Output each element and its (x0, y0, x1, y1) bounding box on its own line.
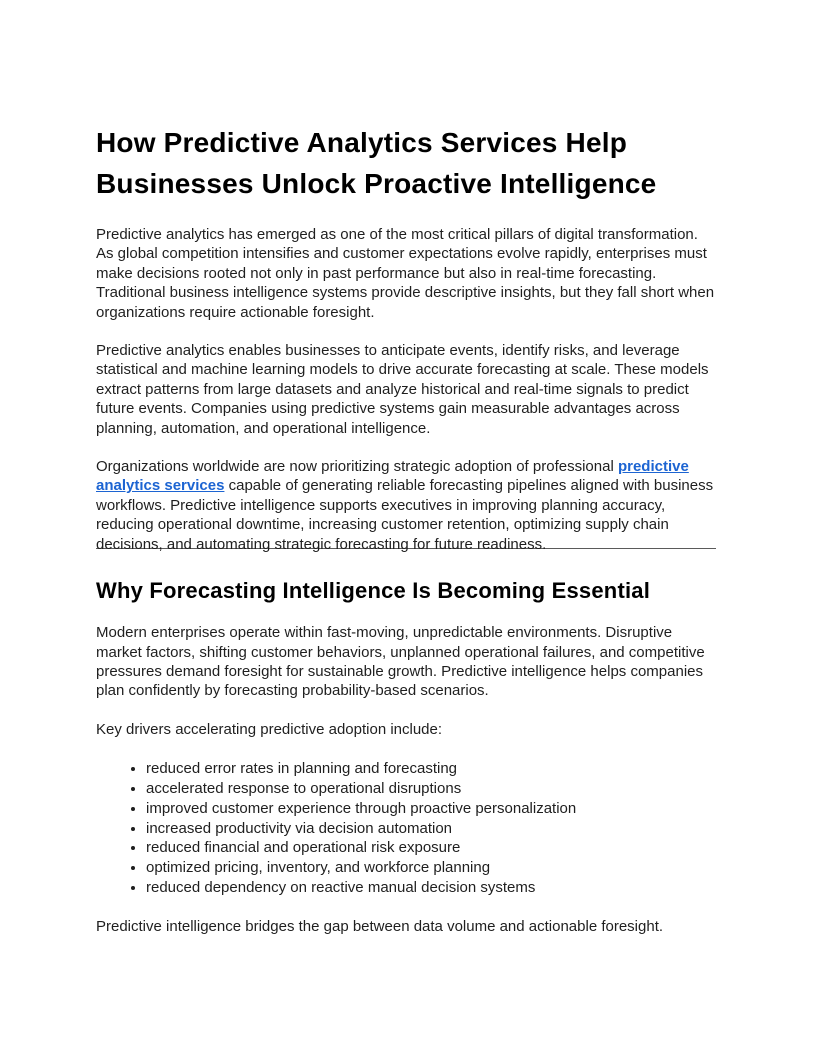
link-analytics-services[interactable]: analytics services (96, 477, 225, 495)
section-paragraph-3: Predictive intelligence bridges the gap between data volume and actionable foresight. (96, 917, 664, 935)
list-item: • increased productivity via decision automation (146, 819, 716, 839)
intro-paragraph-3-lead: Organizations worldwide are now prioritizing strategic adoption of professional (96, 458, 614, 476)
link-predictive[interactable]: predictive (617, 458, 689, 476)
section-heading: Why Forecasting Intelligence Is Becoming Essential (96, 578, 651, 604)
list-item: • accelerated response to operational disruptions (146, 779, 716, 799)
intro-paragraph-3-tail: capable of generating reliable forecasting pipelines aligned with business workflows. Predictive intelligence supports executives in improving planning accuracy, reducing operational downtime, increasing customer retention, optimizing supply chain decisions, and automating strategic forecasting for future readiness. (96, 477, 714, 553)
article-title: How Predictive Analytics Services Help Businesses Unlock Proactive Intelligence (96, 127, 657, 199)
list-item: • reduced financial and operational risk exposure (146, 838, 716, 858)
intro-paragraph-3 (96, 457, 716, 554)
list-item: • reduced dependency on reactive manual decision systems (146, 878, 716, 898)
section-paragraph-2: Key drivers accelerating predictive adoption include: (96, 720, 443, 738)
list-item: • optimized pricing, inventory, and workforce planning (146, 858, 716, 878)
section-paragraph-1: Modern enterprises operate within fast-moving, unpredictable environments. Disruptive market factors, shifting customer behaviors, unplanned operational failures, and competitive pressures demand foresight for sustainable growth. Predictive intelligence helps companies plan confidently by forecasting probability-based scenarios. (96, 624, 705, 700)
intro-paragraph-1: Predictive analytics has emerged as one of the most critical pillars of digital transformation. As global competition intensifies and customer expectations evolve rapidly, enterprises must make decisions rooted not only in past performance but also in real-time forecasting. Traditional business intelligence systems provide descriptive insights, but they fall short when organizations require actionable foresight. (96, 226, 715, 321)
intro-paragraph-2: Predictive analytics enables businesses to anticipate events, identify risks, and leverage statistical and machine learning models to drive accurate forecasting at scale. These models extract patterns from large datasets and analyze historical and real-time signals to predict future events. Companies using predictive systems gain measurable advantages across planning, automation, and operational intelligence. (96, 342, 709, 437)
key-drivers-list (96, 759, 716, 898)
list-item: • reduced error rates in planning and forecasting (146, 759, 716, 779)
list-item: • improved customer experience through proactive personalization (146, 799, 716, 819)
